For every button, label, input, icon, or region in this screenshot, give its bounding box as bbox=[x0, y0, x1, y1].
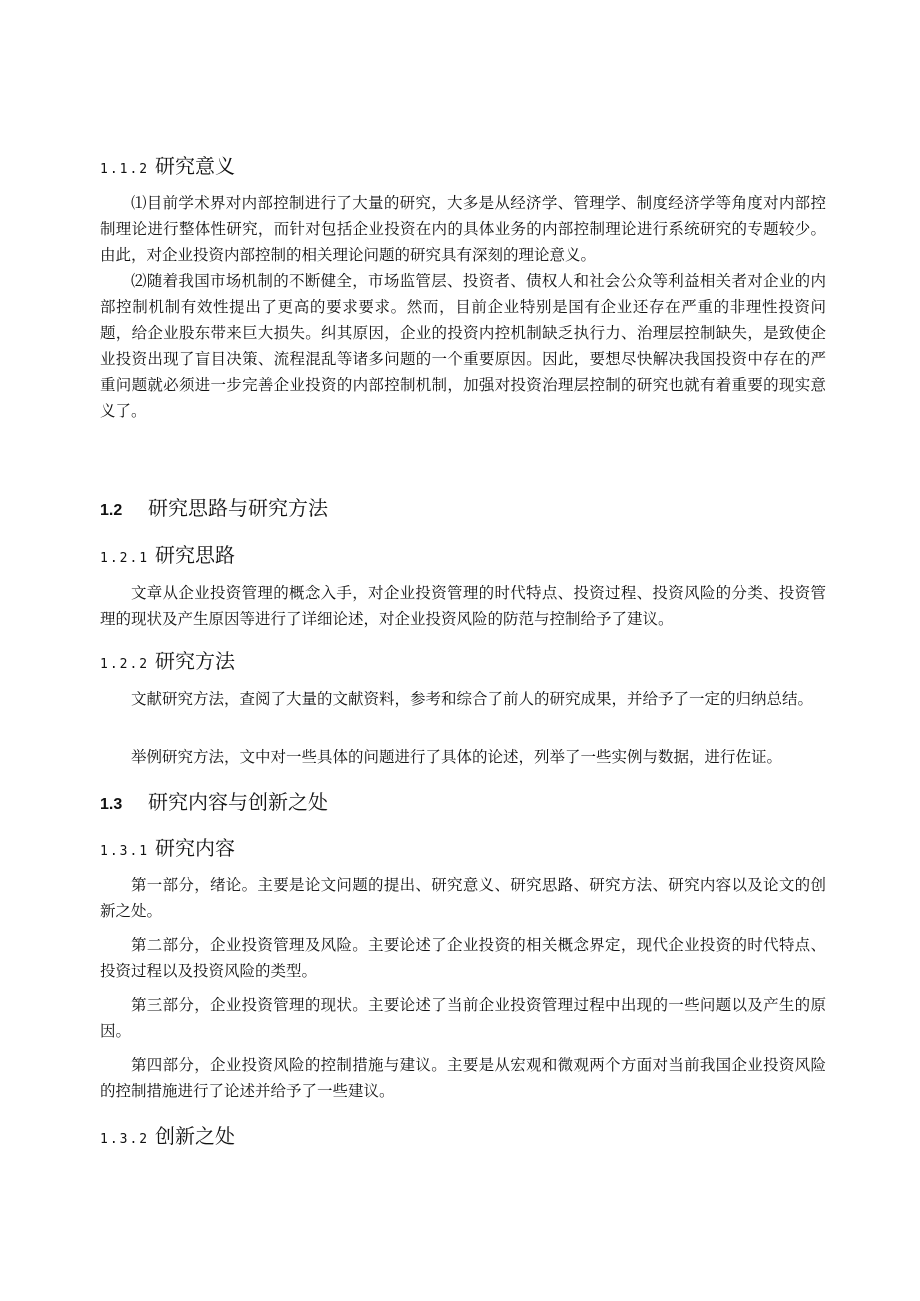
paragraph-method-1: 文献研究方法，查阅了大量的文献资料，参考和综合了前人的研究成果，并给予了一定的归纳总结。 bbox=[131, 690, 814, 708]
heading-1-2-2 bbox=[100, 645, 235, 674]
paragraph-content-part1: 第一部分，绪论。主要是论文问题的提出、研究意义、研究思路、研究方法、研究内容以及论文的创新之处。 bbox=[100, 876, 826, 920]
section-title: 研究意义 bbox=[155, 154, 235, 178]
paragraph-significance-2: ⑵随着我国市场机制的不断健全，市场监管层、投资者、债权人和社会公众等利益相关者对企业的内部控制机制有效性提出了更高的要求要求。然而，目前企业特别是国有企业还存在严重的非理性投资问题，给企业股东带来巨大损失。纠其原因，企业的投资内控机制缺乏执行力、治理层控制缺失，是致使企业投资出现了盲目决策、流程混乱等诸多问题的一个重要原因。因此，要想尽快解决我国投资中存在的严重问题就必须进一步完善企业投资的内部控制机制，加强对投资治理层控制的研究也就有着重要的现实意义了。 bbox=[100, 272, 826, 420]
section-number: 1.3 bbox=[100, 796, 123, 813]
section-number: 1.3.2 bbox=[100, 1132, 150, 1147]
heading-1-2 bbox=[100, 492, 328, 521]
heading-1-3 bbox=[100, 786, 328, 815]
heading-1-3-2 bbox=[100, 1120, 235, 1149]
paragraph-significance-1: ⑴目前学术界对内部控制进行了大量的研究，大多是从经济学、管理学、制度经济学等角度对内部控制理论进行整体性研究，而针对包括企业投资在内的具体业务的内部控制理论进行系统研究的专题较少。由此，对企业投资内部控制的相关理论问题的研究具有深刻的理论意义。 bbox=[100, 194, 826, 264]
section-number: 1.3.1 bbox=[100, 844, 150, 859]
paragraph-content-part3: 第三部分，企业投资管理的现状。主要论述了当前企业投资管理过程中出现的一些问题以及产生的原因。 bbox=[100, 996, 826, 1040]
paragraph-method-2: 举例研究方法，文中对一些具体的问题进行了具体的论述，列举了一些实例与数据，进行佐证。 bbox=[131, 748, 783, 766]
heading-1-2-1 bbox=[100, 539, 235, 568]
section-title: 研究方法 bbox=[155, 649, 235, 673]
section-title: 研究思路 bbox=[155, 543, 235, 567]
heading-1-1-2 bbox=[100, 150, 235, 179]
paragraph-content-part4: 第四部分，企业投资风险的控制措施与建议。主要是从宏观和微观两个方面对当前我国企业投资风险的控制措施进行了论述并给予了一些建议。 bbox=[100, 1056, 826, 1100]
section-number: 1.2.1 bbox=[100, 551, 150, 566]
section-title: 研究思路与研究方法 bbox=[148, 496, 328, 520]
section-number: 1.1.2 bbox=[100, 162, 150, 177]
section-title: 创新之处 bbox=[155, 1124, 235, 1148]
section-number: 1.2 bbox=[100, 502, 123, 519]
paragraph-approach: 文章从企业投资管理的概念入手，对企业投资管理的时代特点、投资过程、投资风险的分类、投资管理的现状及产生原因等进行了详细论述，对企业投资风险的防范与控制给予了建议。 bbox=[100, 584, 826, 628]
section-title: 研究内容与创新之处 bbox=[148, 790, 328, 814]
section-number: 1.2.2 bbox=[100, 657, 150, 672]
paragraph-content-part2: 第二部分，企业投资管理及风险。主要论述了企业投资的相关概念界定，现代企业投资的时代特点、投资过程以及投资风险的类型。 bbox=[100, 936, 826, 980]
heading-1-3-1 bbox=[100, 832, 235, 861]
section-title: 研究内容 bbox=[155, 836, 235, 860]
